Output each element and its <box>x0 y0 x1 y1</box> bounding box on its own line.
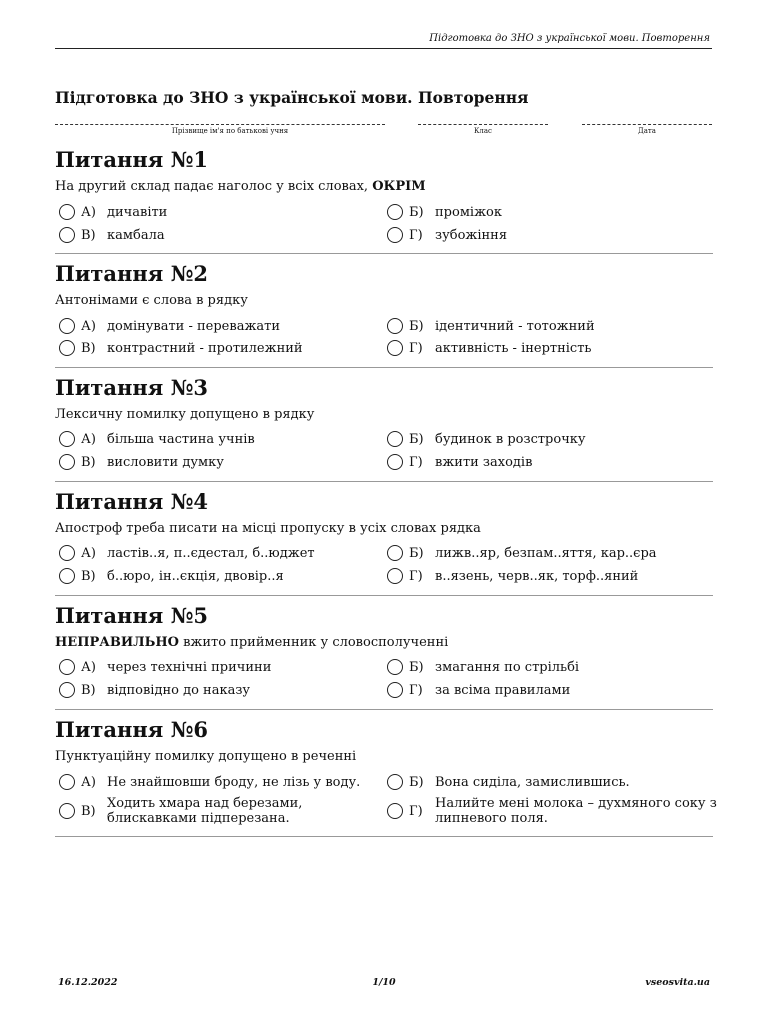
question-prompt <box>55 178 713 195</box>
radio-button[interactable] <box>387 545 403 561</box>
option-d[interactable] <box>387 682 570 698</box>
option-text: через технічні причини <box>107 659 272 675</box>
option-d[interactable] <box>387 454 532 470</box>
option-c[interactable] <box>59 227 165 243</box>
option-b[interactable] <box>387 204 502 220</box>
question-prompt: Апостроф треба писати на місці пропуску в усіх словах рядка <box>55 521 481 536</box>
option-text: ластів..я, п..єдестал, б..юджет <box>107 545 315 561</box>
question-heading: Питання №2 <box>55 261 209 286</box>
option-text: Не знайшовши броду, не лізь у воду. <box>107 774 361 790</box>
option-letter: Б) <box>409 431 424 447</box>
question-6 <box>55 717 717 837</box>
radio-button[interactable] <box>387 568 403 584</box>
question-prompt <box>55 634 713 651</box>
option-a[interactable] <box>59 318 280 334</box>
option-letter: Г) <box>409 568 423 584</box>
question-prompt: Лексичну помилку допущено в рядку <box>55 407 315 422</box>
question-heading: Питання №6 <box>55 717 209 742</box>
radio-button[interactable] <box>387 803 403 819</box>
option-text: більша частина учнів <box>107 431 255 447</box>
option-text: ідентичний - тотожний <box>435 318 595 334</box>
option-a[interactable] <box>59 431 255 447</box>
radio-button[interactable] <box>387 682 403 698</box>
option-text: контрастний - протилежний <box>107 340 303 356</box>
option-letter: Г) <box>409 340 423 356</box>
option-text: проміжок <box>435 204 502 220</box>
radio-button[interactable] <box>387 431 403 447</box>
option-text: Ходить хмара над березами, блискавками підперезана. <box>107 796 303 826</box>
option-d[interactable] <box>387 340 591 356</box>
footer-page-number: 1/10 <box>372 977 396 988</box>
option-c[interactable] <box>59 796 347 826</box>
option-text: за всіма правилами <box>435 682 571 698</box>
option-text: активність - інертність <box>435 340 592 356</box>
radio-button[interactable] <box>59 682 75 698</box>
option-letter: А) <box>81 774 96 790</box>
class-field-label: Клас <box>474 127 492 135</box>
option-text: Налийте мені молока – духмяного соку з липневого поля. <box>435 796 717 826</box>
radio-button[interactable] <box>59 227 75 243</box>
option-text: б..юро, ін..єкція, двовір..я <box>107 568 284 584</box>
option-c[interactable] <box>59 682 250 698</box>
option-letter: Г) <box>409 682 423 698</box>
radio-button[interactable] <box>59 774 75 790</box>
prompt-emphasis: ОКРІМ <box>372 179 426 194</box>
radio-button[interactable] <box>59 568 75 584</box>
question-prompt: Пунктуаційну помилку допущено в реченні <box>55 749 357 764</box>
option-letter: В) <box>81 454 96 470</box>
option-a[interactable] <box>59 659 271 675</box>
option-a[interactable] <box>59 545 315 561</box>
option-b[interactable] <box>387 431 586 447</box>
option-letter: А) <box>81 204 96 220</box>
name-field-label: Прізвище ім'я по батькові учня <box>171 127 289 135</box>
option-d[interactable] <box>387 227 507 243</box>
question-heading: Питання №4 <box>55 489 209 514</box>
radio-button[interactable] <box>387 318 403 334</box>
option-text: зубожіння <box>435 227 508 243</box>
page-header <box>55 30 712 49</box>
radio-button[interactable] <box>59 803 75 819</box>
radio-button[interactable] <box>59 318 75 334</box>
option-letter: В) <box>81 803 96 819</box>
footer-site: vseosvita.ua <box>645 977 710 988</box>
option-text: будинок в розстрочку <box>435 431 586 447</box>
option-c[interactable] <box>59 568 284 584</box>
option-b[interactable] <box>387 774 630 790</box>
option-c[interactable] <box>59 340 303 356</box>
option-letter: В) <box>81 227 96 243</box>
question-heading: Питання №3 <box>55 375 209 400</box>
radio-button[interactable] <box>59 204 75 220</box>
option-text: змагання по стрільбі <box>435 659 580 675</box>
option-letter: Б) <box>409 204 424 220</box>
radio-button[interactable] <box>387 204 403 220</box>
option-a[interactable] <box>59 204 167 220</box>
option-text: дичавіти <box>107 204 168 220</box>
question-2 <box>55 261 713 368</box>
option-c[interactable] <box>59 454 224 470</box>
running-title: Підготовка до ЗНО з української мови. Повторення <box>429 33 710 44</box>
option-letter: Г) <box>409 227 423 243</box>
question-3 <box>55 375 713 482</box>
option-text: Вона сиділа, замислившись. <box>435 774 630 790</box>
option-letter: А) <box>81 659 96 675</box>
prompt-text: На другий склад падає наголос у всіх словах, <box>55 179 373 194</box>
option-a[interactable] <box>59 774 360 790</box>
question-heading: Питання №1 <box>55 147 209 172</box>
option-text: в..язень, черв..як, торф..яний <box>435 568 639 584</box>
footer-date: 16.12.2022 <box>58 977 118 988</box>
radio-button[interactable] <box>387 227 403 243</box>
radio-button[interactable] <box>59 454 75 470</box>
option-letter: В) <box>81 340 96 356</box>
option-letter: А) <box>81 545 96 561</box>
question-4 <box>55 489 713 596</box>
date-field-line <box>582 116 712 125</box>
option-letter: Б) <box>409 318 424 334</box>
radio-button[interactable] <box>59 340 75 356</box>
option-letter: Б) <box>409 659 424 675</box>
radio-button[interactable] <box>387 454 403 470</box>
option-text: вжити заходів <box>435 454 533 470</box>
option-letter: А) <box>81 431 96 447</box>
option-letter: В) <box>81 682 96 698</box>
class-field-line <box>418 116 548 125</box>
date-field-label: Дата <box>638 127 656 135</box>
option-d[interactable] <box>387 796 725 826</box>
option-letter: Г) <box>409 454 423 470</box>
option-text: відповідно до наказу <box>107 682 251 698</box>
option-b[interactable] <box>387 659 579 675</box>
radio-button[interactable] <box>387 774 403 790</box>
option-text: висловити думку <box>107 454 224 470</box>
radio-button[interactable] <box>387 340 403 356</box>
question-heading: Питання №5 <box>55 603 209 628</box>
question-5 <box>55 603 713 710</box>
document-title: Підготовка до ЗНО з української мови. Повторення <box>55 88 529 107</box>
option-b[interactable] <box>387 545 657 561</box>
prompt-emphasis: НЕПРАВИЛЬНО <box>55 635 179 650</box>
option-text: камбала <box>107 227 165 243</box>
question-1 <box>55 147 713 254</box>
option-text: домінувати - переважати <box>107 318 281 334</box>
name-field-line <box>55 116 385 125</box>
radio-button[interactable] <box>387 659 403 675</box>
prompt-text: вжито прийменник у словосполученні <box>178 635 449 650</box>
radio-button[interactable] <box>59 659 75 675</box>
radio-button[interactable] <box>59 431 75 447</box>
radio-button[interactable] <box>59 545 75 561</box>
question-prompt: Антонімами є слова в рядку <box>55 293 248 308</box>
option-b[interactable] <box>387 318 595 334</box>
page-footer <box>58 977 710 991</box>
option-d[interactable] <box>387 568 638 584</box>
option-letter: Б) <box>409 545 424 561</box>
option-letter: В) <box>81 568 96 584</box>
option-letter: Г) <box>409 803 423 819</box>
option-letter: А) <box>81 318 96 334</box>
option-letter: Б) <box>409 774 424 790</box>
option-text: лижв..яр, безпам..яття, кар..єра <box>435 545 657 561</box>
